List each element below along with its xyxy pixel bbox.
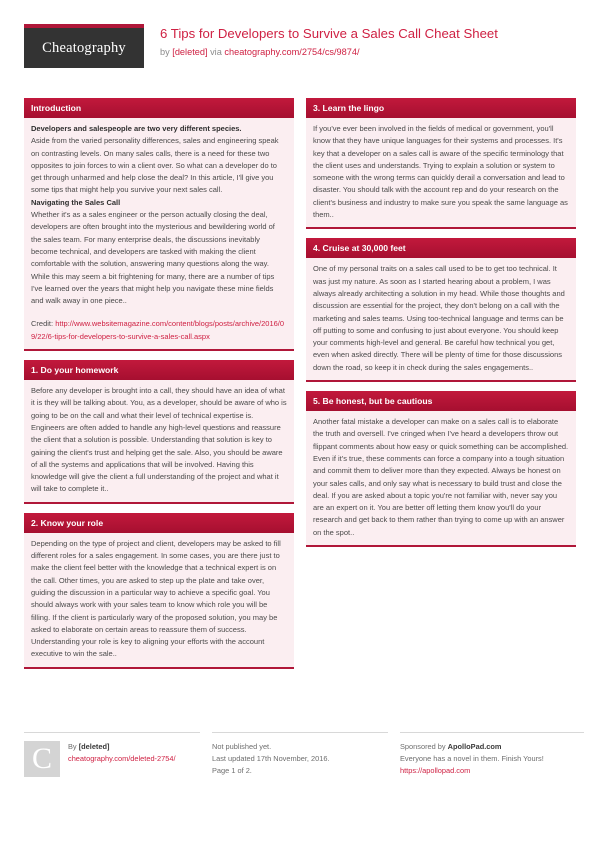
last-updated: Last updated 17th November, 2016. [212,754,330,763]
card-columns [24,98,576,722]
logo-wordmark: Cheatography [42,39,126,56]
cheatography-logo[interactable] [24,24,144,68]
page-number: Page 1 of 2. [212,766,252,775]
card-body [306,118,576,227]
footer-author-line [68,741,176,753]
card-title: 1. Do your homework [24,360,294,380]
card-title: 3. Learn the lingo [306,98,576,118]
card-do-your-homework [24,360,294,504]
card-body [306,258,576,380]
card-body [24,533,294,667]
right-column [306,98,576,722]
author-name: [deleted] [78,742,110,751]
card-introduction [24,98,294,351]
card-body [24,118,294,313]
credit-line [24,313,294,349]
sponsor-line [400,741,544,753]
footer-sponsor-text [400,741,544,777]
page-header [24,0,576,88]
left-column [24,98,294,722]
paragraph: Another fatal mistake a developer can make on a sales call is to elaborate the truth and oversell. I've cringed when I've heard a developers throw out flippant comments about how easy or quick something can be accomplished. Even if it's true, these comments can force a company into a tough situation and commit them to deliver more than they expected. Always be honest on your sales calls, and only say what is necessary to build trust and close the deal. If you are asked about a topic you're not familiar with, never say you are an expert on it. You are better off letting them know you'll do your research and get back to them rather than trying to come up with an answer on the spot.. [313,417,569,537]
publish-status: Not published yet. [212,742,272,751]
paragraph: Navigating the Sales Call [31,197,121,207]
footer-publish-text [212,741,330,777]
card-title: Introduction [24,98,294,118]
byline-via: via [207,47,225,57]
logo-box [24,28,144,68]
byline-prefix: by [160,47,173,57]
byline-author[interactable]: [deleted] [172,47,208,57]
card-body [24,380,294,502]
footer-author-text [68,741,176,777]
paragraph: Whether it's as a sales engineer or the person actually closing the deal, developers are often brought into the mysterious and bewildering world of the sales team. For many enterprise deals, the discussions inevitably become technical, and developers are tasked with making the client comfortable with the solution, answering many questions along the way. While this may seem a bit frightening for many, there are a number of tips I've learned over the years that might help you navigate these mine fields and walk away in one piece.. [31,210,275,306]
paragraph: Depending on the type of project and client, developers may be asked to fill different roles for a sales engagement. In some cases, you are there just to make the client feel better with the knowledge that a technical expert is on the call. Other times, you are asked to step up the plate and take over, guiding the discussion in a particular way to achieve a specific goal. You should always work with your sales team to know which role you will be filling. If the client is particularly wary of the proposed solution, you may be asked to elaborate on certain areas to reassure them of success. Understanding your role is key to aligning your efforts with the account executive to win the sale.. [31,538,281,659]
author-profile-url[interactable]: cheatography.com/deleted-2754/ [68,754,176,763]
card-cruise-at-30000-feet [306,238,576,382]
card-title: 5. Be honest, but be cautious [306,391,576,411]
card-title: 2. Know your role [24,513,294,533]
card-body [306,411,576,545]
paragraph: Developers and salespeople are two very different species. [31,124,242,133]
paragraph: If you've ever been involved in the fields of medical or government, you'll know that they have unique languages for their systems and processes. It's key that a developer on a sales call is aware of the specific terminology that the client uses and understands. Trying to explain a solution or system to someone with the wrong terms can quickly derail a conversation and lead to disaster. You should talk with the account rep and do your research on the client's business and industry to make sure you speak the same language as them.. [313,124,568,220]
footer-sponsor-column [400,732,584,777]
sponsor-label: Sponsored by [400,742,448,751]
avatar: C [24,741,60,777]
card-know-your-role [24,513,294,669]
credit-url[interactable]: http://www.websitemagazine.com/content/blogs/posts/archive/2016/09/22/6-tips-for-developers-to-survive-a-sales-call.aspx [31,319,285,341]
footer-author-column [24,732,200,777]
by-label: By [68,742,79,751]
card-be-honest-but-be-cautious [306,391,576,547]
card-title: 4. Cruise at 30,000 feet [306,238,576,258]
byline-sheet-url[interactable]: cheatography.com/2754/cs/9874/ [224,47,360,57]
paragraph: Before any developer is brought into a call, they should have an idea of what it is they will be talking about. You, as a developer, should be aware of who is going to be on the call and what their level of technical expertise is. Engineers are often added to handle any high-level questions and reassure the client that a solution is possible. Understanding that solution is key to gaining the client's trust and helping get the sale. Also, you should be aware of all the systems and applications that will be involved. Having this knowledge will give the client a full understanding of the project and what it will take to complete it.. [31,386,287,494]
page-footer [24,732,576,777]
byline [160,46,576,58]
footer-publish-column [212,732,388,777]
sponsor-url[interactable]: https://apollopad.com [400,766,471,775]
card-learn-the-lingo [306,98,576,229]
page-title: 6 Tips for Developers to Survive a Sales Call Cheat Sheet [160,26,498,41]
paragraph: Aside from the varied personality differences, sales and engineering speak on contrasting levels. On many sales calls, there is a need for these two opposites to join forces to win a client over. So what can a developer do to get through unharmed and help close the deal? In this article, I'll give you some tips that might help you survive your next sales call. [31,136,279,195]
paragraph: One of my personal traits on a sales call used to be to get too technical. It was just my nature. As soon as I started hearing about a problem, I was always already architecting a solution in my head. While those thoughts and discussion are essential for the project, they don't belong on a call with the marketing and sales teams. Using too-technical language and terms can be off putting to some and confusing to just about everyone. You should keep your comments high-level and general. Be careful how technical you get, even when asked directly. There will be plenty of time for those discussions down the road, so keep it in check during the sales engagements.. [313,264,565,372]
credit-label: Credit: [31,319,56,329]
sponsor-tagline: Everyone has a novel in them. Finish Yours! [400,754,544,763]
sponsor-name[interactable]: ApolloPad.com [447,742,502,751]
title-block [144,24,576,58]
